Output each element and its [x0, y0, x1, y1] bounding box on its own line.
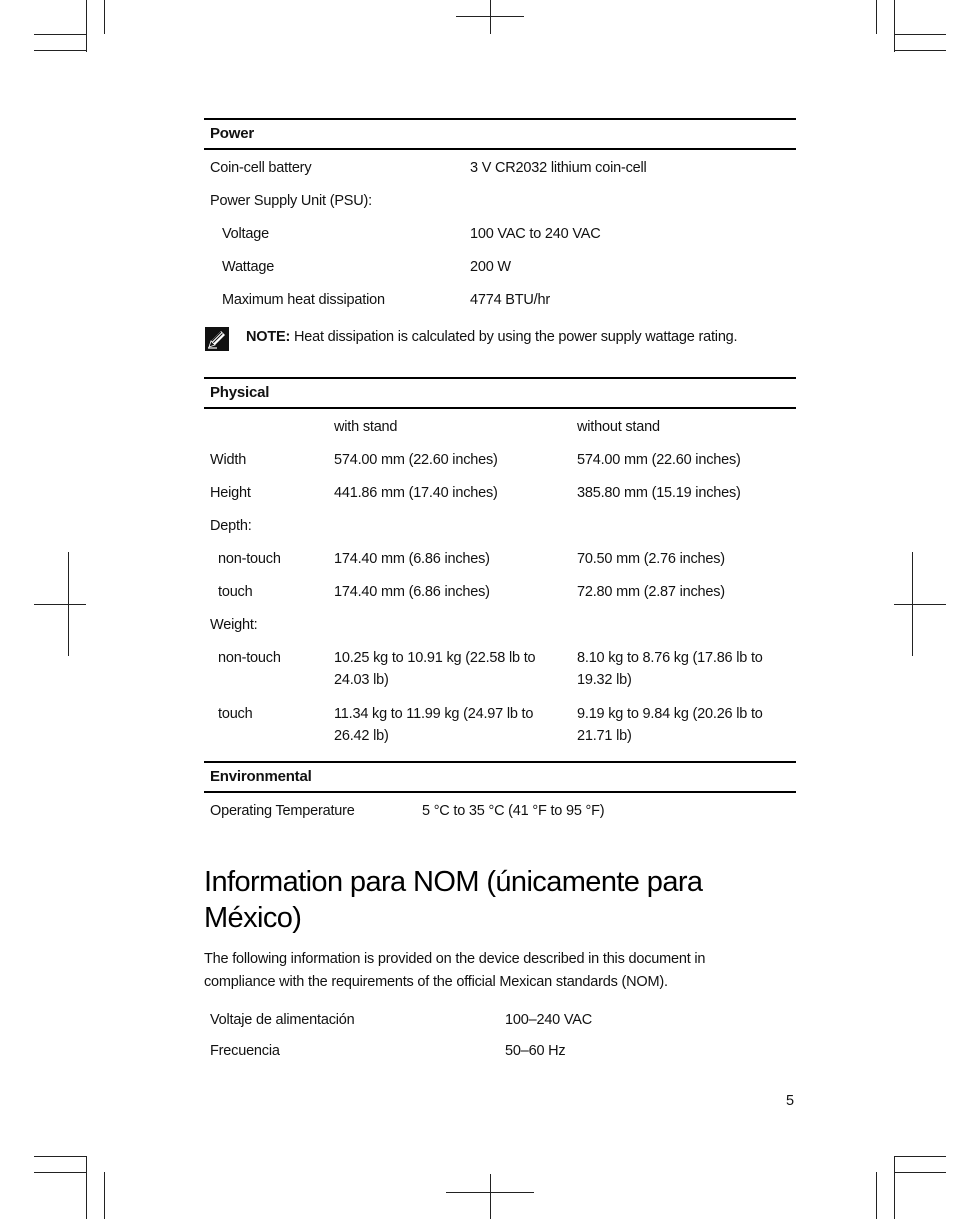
power-table	[204, 118, 796, 315]
row-value: 100 VAC to 240 VAC	[470, 226, 601, 242]
physical-table	[204, 377, 796, 752]
row-value-without: 574.00 mm (22.60 inches)	[577, 452, 741, 468]
table-row	[204, 574, 796, 607]
nom-table	[204, 1002, 796, 1064]
table-row	[204, 282, 796, 315]
row-label: Width	[210, 452, 247, 468]
table-row	[204, 640, 796, 696]
table-row	[204, 442, 796, 475]
power-table-title: Power	[204, 118, 796, 150]
row-value-without: 385.80 mm (15.19 inches)	[577, 485, 741, 501]
row-value-without: 8.10 kg to 8.76 kg (17.86 lb to 19.32 lb)	[577, 650, 763, 688]
row-value	[470, 183, 790, 216]
section-paragraph: The following information is provided on the device described in this document in compliance with the requirements of the official Mexican standards (NOM).	[204, 951, 706, 990]
row-value-without: 70.50 mm (2.76 inches)	[577, 551, 725, 567]
table-row	[204, 1033, 796, 1064]
row-value-without	[577, 508, 796, 541]
row-value-without: 9.19 kg to 9.84 kg (20.26 lb to 21.71 lb)	[577, 706, 763, 744]
row-label: Weight:	[210, 617, 258, 633]
table-row	[204, 541, 796, 574]
row-label: Wattage	[222, 259, 275, 275]
table-row	[204, 607, 796, 640]
note-box	[204, 325, 796, 373]
row-value: 50–60 Hz	[505, 1043, 566, 1059]
row-value-without: 72.80 mm (2.87 inches)	[577, 584, 725, 600]
header-cell-with-stand: with stand	[334, 419, 398, 435]
table-row	[204, 150, 796, 183]
table-row	[204, 793, 796, 826]
row-value: 100–240 VAC	[505, 1012, 593, 1028]
page-content	[204, 118, 796, 1064]
table-row	[204, 216, 796, 249]
row-label: Power Supply Unit (PSU):	[210, 193, 373, 209]
row-label: non-touch	[218, 551, 281, 567]
note-label: NOTE:	[246, 329, 291, 345]
row-label: Voltaje de alimentación	[210, 1012, 355, 1028]
row-value-without	[577, 607, 796, 640]
header-cell-without-stand: without stand	[577, 419, 660, 435]
row-label: Operating Temperature	[210, 803, 355, 819]
row-label: Height	[210, 485, 251, 501]
row-label: non-touch	[218, 650, 281, 666]
note-text: Heat dissipation is calculated by using the power supply wattage rating.	[293, 329, 738, 345]
page-number: 5	[786, 1093, 795, 1109]
row-label: Depth:	[210, 518, 252, 534]
row-value: 3 V CR2032 lithium coin-cell	[470, 160, 647, 176]
header-cell	[204, 409, 334, 442]
row-value-with: 174.40 mm (6.86 inches)	[334, 584, 490, 600]
row-value: 5 °C to 35 °C (41 °F to 95 °F)	[422, 803, 605, 819]
row-value: 200 W	[470, 259, 511, 275]
table-row	[204, 249, 796, 282]
table-row	[204, 1002, 796, 1033]
environmental-table-title: Environmental	[204, 761, 796, 793]
table-header-row	[204, 409, 796, 442]
row-value-with: 174.40 mm (6.86 inches)	[334, 551, 490, 567]
row-value-with: 11.34 kg to 11.99 kg (24.97 lb to 26.42 lb)	[334, 706, 534, 744]
table-row	[204, 508, 796, 541]
row-label: Voltage	[222, 226, 269, 242]
table-row	[204, 696, 796, 752]
physical-table-title: Physical	[204, 377, 796, 409]
row-value-with	[334, 607, 577, 640]
section-heading: Information para NOM (únicamente para México)	[204, 866, 703, 934]
row-label: touch	[218, 706, 253, 722]
row-value: 4774 BTU/hr	[470, 292, 551, 308]
row-value-with	[334, 508, 577, 541]
row-value-with: 10.25 kg to 10.91 kg (22.58 lb to 24.03 lb)	[334, 650, 536, 688]
note-text-container	[246, 327, 737, 347]
row-label: Frecuencia	[210, 1043, 280, 1059]
table-row	[204, 183, 796, 216]
environmental-table	[204, 761, 796, 826]
row-label: Coin-cell battery	[210, 160, 312, 176]
note-pencil-icon	[205, 327, 229, 351]
table-row	[204, 475, 796, 508]
row-value-with: 441.86 mm (17.40 inches)	[334, 485, 498, 501]
row-label: Maximum heat dissipation	[222, 292, 385, 308]
row-label: touch	[218, 584, 253, 600]
row-value-with: 574.00 mm (22.60 inches)	[334, 452, 498, 468]
